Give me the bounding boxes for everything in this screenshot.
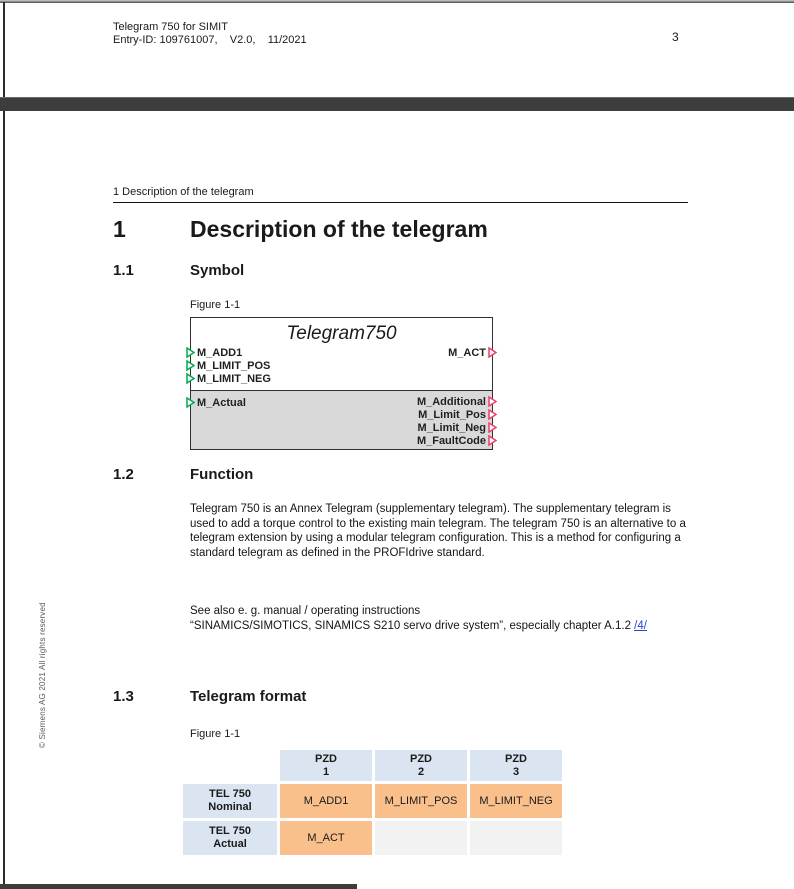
output-connector-icon <box>488 396 497 407</box>
input-port-row <box>186 396 246 409</box>
row-header-actual <box>183 821 277 855</box>
table-cell: M_LIMIT_POS <box>375 784 467 818</box>
output-port-row <box>418 421 497 434</box>
port-label: M_Additional <box>416 395 486 408</box>
header-divider-band <box>0 97 794 111</box>
input-connector-icon <box>186 373 195 384</box>
table-caption: Figure 1-1 <box>190 728 241 740</box>
output-port-row <box>418 408 497 421</box>
column-header-pzd1 <box>280 750 372 781</box>
port-label: M_ACT <box>448 346 486 359</box>
row-header-text: TEL 750 <box>209 825 251 837</box>
input-connector-icon <box>186 360 195 371</box>
row-header-text: Actual <box>213 838 247 850</box>
table-corner-cell <box>183 750 277 781</box>
reference-link[interactable]: /4/ <box>634 619 647 632</box>
copyright-notice: © Siemens AG 2021 All rights reserved <box>38 602 47 748</box>
section-heading-1-2 <box>113 466 253 483</box>
port-label: M_Limit_Pos <box>418 408 486 421</box>
output-connector-icon <box>488 435 497 446</box>
telegram-format-table <box>183 750 562 855</box>
table-cell-empty <box>375 821 467 855</box>
port-label: M_Limit_Neg <box>417 421 486 434</box>
column-header-text: PZD <box>410 752 432 765</box>
page-top-edge <box>0 0 794 3</box>
port-label: M_ADD1 <box>197 346 243 359</box>
output-connector-icon <box>488 409 497 420</box>
section-title: Symbol <box>190 262 245 279</box>
figure-caption: Figure 1-1 <box>190 299 241 311</box>
document-header <box>113 21 307 47</box>
section-number: 1.2 <box>113 466 134 483</box>
section-title: Function <box>190 466 254 483</box>
input-port-row <box>186 346 242 359</box>
column-header-text: 3 <box>512 765 520 778</box>
row-header-text: Nominal <box>208 801 252 813</box>
section-number: 1 <box>113 216 126 242</box>
entry-id-line: Entry-ID: 109761007, V2.0, 11/2021 <box>113 34 307 46</box>
output-connector-icon <box>488 347 497 358</box>
see-also-text: “SINAMICS/SIMOTICS, SINAMICS S210 servo drive system”, especially chapter A.1.2 <box>190 619 635 632</box>
port-label: M_LIMIT_NEG <box>197 372 271 385</box>
input-port-row <box>186 372 271 385</box>
telegram-block-diagram <box>190 317 493 449</box>
see-also-line1: See also e. g. manual / operating instructions <box>190 605 421 617</box>
table-cell-empty <box>470 821 562 855</box>
port-label: M_Actual <box>197 396 246 409</box>
input-connector-icon <box>186 397 195 408</box>
column-header-text: PZD <box>315 752 337 765</box>
page-number: 3 <box>672 30 679 44</box>
port-label: M_LIMIT_POS <box>197 359 271 372</box>
column-header-text: 2 <box>417 765 425 778</box>
breadcrumb: 1 Description of the telegram <box>113 186 688 203</box>
column-header-text: 1 <box>322 765 330 778</box>
column-header-pzd3 <box>470 750 562 781</box>
port-label: M_FaultCode <box>416 434 486 447</box>
section-heading-1 <box>113 216 488 243</box>
row-header-nominal <box>183 784 277 818</box>
section-number: 1.1 <box>113 262 134 279</box>
output-port-row <box>448 346 497 359</box>
input-connector-icon <box>186 347 195 358</box>
column-header-text: PZD <box>505 752 527 765</box>
table-cell: M_LIMIT_NEG <box>470 784 562 818</box>
row-header-text: TEL 750 <box>209 788 251 800</box>
table-cell: M_ACT <box>280 821 372 855</box>
section-number: 1.3 <box>113 688 134 705</box>
input-port-row <box>186 359 270 372</box>
block-title: Telegram750 <box>286 323 397 344</box>
page-left-edge <box>3 2 5 889</box>
column-header-pzd2 <box>375 750 467 781</box>
output-connector-icon <box>488 422 497 433</box>
section-heading-1-3 <box>113 688 306 705</box>
document-title: Telegram 750 for SIMIT <box>113 21 228 33</box>
output-port-row <box>417 395 497 408</box>
see-also-paragraph <box>190 604 698 633</box>
function-paragraph: Telegram 750 is an Annex Telegram (supplementary telegram). The supplementary telegram is used to add a torque control to the existing main telegram. The telegram 750 is an alternative to a telegram extension by using a modular telegram configuration. This is a method for configuring a standard telegram as defined in the PROFIdrive standard. <box>190 503 686 559</box>
page-bottom-edge <box>0 884 357 889</box>
section-title: Telegram format <box>190 688 307 705</box>
section-heading-1-1 <box>113 262 244 279</box>
table-cell: M_ADD1 <box>280 784 372 818</box>
diagram-actual-section <box>190 390 493 450</box>
output-port-row <box>417 434 497 447</box>
section-title: Description of the telegram <box>190 216 488 242</box>
